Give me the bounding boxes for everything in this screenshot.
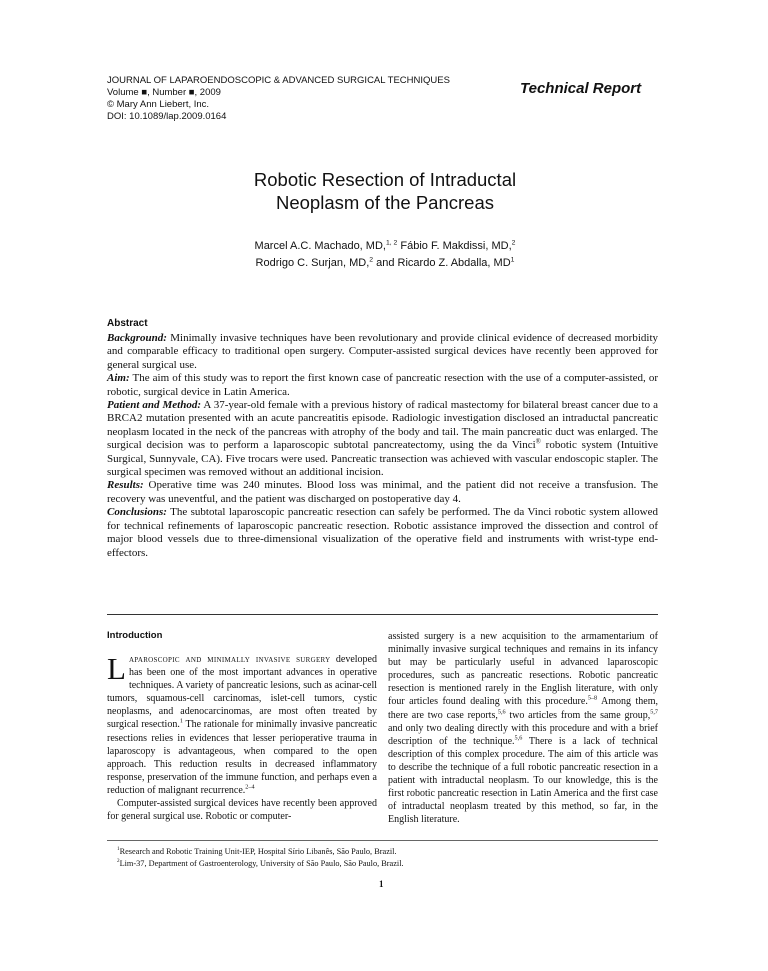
- footnote-2-number: 2: [117, 857, 120, 864]
- footnote-1: [117, 846, 404, 858]
- footnote-2-text: Lim-37, Department of Gastroenterology, University of São Paulo, São Paulo, Brazil.: [119, 858, 404, 868]
- author-1-affil: 1, 2: [385, 239, 398, 247]
- journal-name: JOURNAL OF LAPAROENDOSCOPIC & ADVANCED SURGICAL TECHNIQUES: [107, 75, 450, 86]
- footnotes: [117, 846, 404, 869]
- intro-p1-text-a: developed has been one of the most important advances in operative techniques. A variety of pancreatic lesions, such as acinar-cell tumors, squamous-cell carcinomas, islet-cell tumors, cystic neoplasms, and adenocarcinomas, are most often treated by surgical resection.: [107, 654, 377, 731]
- article-type-label: Technical Report: [520, 80, 642, 97]
- background-label: Background:: [107, 332, 167, 344]
- c2-text-b: Among them, there are two case reports,: [388, 696, 658, 721]
- author-4-affil: 1: [510, 256, 515, 264]
- author-line-2: [180, 255, 590, 272]
- intro-column-left: [107, 653, 377, 823]
- intro-paragraph-2: [107, 797, 377, 823]
- patient-text-b: robotic system (Intuitive Surgical, Sunnyvale, CA). Five trocars were used. Pancreatic transection was achieved with vascular endoscopic stapler. The surgical specimen was removed without an additional incision.: [107, 439, 658, 479]
- conclusions-text: The subtotal laparoscopic pancreatic resection can safely be performed. The da Vinci robotic system allowed for technical refinements of laparoscopic pancreatic resection. Robotic assistance improved the dissection and control of major blood vessels due to three-dimensional visualization of the operative field and instruments with wrist-type end-effectors.: [107, 506, 658, 559]
- title-line-2: Neoplasm of the Pancreas: [275, 192, 494, 213]
- citation-ref: 5,6: [514, 734, 523, 742]
- page-number: 1: [379, 879, 384, 889]
- drop-cap: L: [107, 651, 126, 686]
- results-label: Results:: [107, 479, 144, 492]
- smallcaps-lead: aparoscopic and minimally invasive surgery: [128, 654, 331, 665]
- footnote-1-number: 1: [117, 846, 120, 853]
- abstract-aim: [107, 372, 658, 399]
- author-3: Rodrigo C. Surjan, MD,: [255, 257, 370, 269]
- abstract-body: [107, 332, 658, 560]
- author-2: Fábio F. Makdissi, MD,: [400, 240, 512, 252]
- patient-label: Patient and Method:: [107, 399, 202, 412]
- aim-text: The aim of this study was to report the first known case of pancreatic resection with the use of a computer-assisted, or robotic, surgical device in Latin America.: [107, 372, 658, 398]
- intro-paragraph-1: [107, 653, 377, 797]
- citation-ref: 5–8: [587, 695, 598, 703]
- intro-column-right: [388, 630, 658, 826]
- journal-header: [107, 75, 450, 123]
- title-line-1: Robotic Resection of Intraductal: [253, 169, 517, 190]
- citation-ref: 2–4: [245, 783, 255, 791]
- doi-line: DOI: 10.1089/lap.2009.0164: [107, 111, 227, 122]
- footnote-1-text: Research and Robotic Training Unit-IEP, Hospital Sírio Libanês, São Paulo, Brazil.: [119, 847, 397, 856]
- results-text: Operative time was 240 minutes. Blood loss was minimal, and the patient did not receive a transfusion. The recovery was uneventful, and the patient was discharged on postoperative day 4.: [107, 479, 658, 505]
- footnote-2: [117, 858, 404, 870]
- author-2-affil: 2: [511, 239, 516, 247]
- abstract-conclusions: [107, 506, 658, 560]
- abstract-background: [107, 332, 658, 372]
- author-3-affil: 2: [369, 256, 374, 264]
- volume-line: Volume ■, Number ■, 2009: [107, 87, 221, 98]
- abstract-results: [107, 479, 658, 506]
- article-title: [180, 168, 590, 214]
- abstract-patient: [107, 399, 658, 479]
- footnote-divider: [107, 840, 658, 841]
- author-4: and Ricardo Z. Abdalla, MD: [376, 257, 511, 269]
- registered-mark: ®: [535, 438, 541, 446]
- section-divider: [107, 614, 658, 615]
- c2-text-c: two articles from the same group,: [509, 709, 651, 721]
- abstract-heading: Abstract: [107, 318, 148, 329]
- aim-label: Aim:: [107, 372, 130, 385]
- introduction-heading: Introduction: [107, 630, 163, 641]
- c2-text-a: assisted surgery is a new acquisition to the armamentarium of minimally invasive surgical techniques and remains in its infancy but may be particularly useful in advanced laparoscopic procedures, such as pancreatic resections. Robotic pancreatic resection is mentioned rarely in the English literature, with only four articles found dealing with this procedure.: [388, 631, 658, 708]
- copyright-line: © Mary Ann Liebert, Inc.: [107, 99, 210, 110]
- intro-p2-text: Computer-assisted surgical devices have recently been approved for general surgical use. Robotic or computer-: [107, 798, 377, 823]
- intro-p1-text-b: The rationale for minimally invasive pancreatic resections relies in evidences that lesser perioperative trauma in laparoscopy is advantageous, when compared to the open approach. This reduction results in decreased inflammatory response, preservation of the immune function, and perhaps even a reduction of malignant recurrence.: [107, 719, 377, 796]
- background-text: Minimally invasive techniques have been revolutionary and provide clinical evidence of decreased morbidity and comparable efficacy to traditional open surgery. Computer-assisted surgical devices have recently been approved for general surgical use.: [107, 332, 659, 371]
- author-1: Marcel A.C. Machado, MD,: [254, 240, 386, 252]
- citation-ref: 1: [179, 718, 183, 726]
- author-line-1: [180, 238, 590, 255]
- c2-text-e: There is a lack of technical description of this complex procedure. The aim of this article was to describe the technique of a full robotic pancreatic resection in a patient with intraductal neoplasm. To our knowledge, this is the first robotic pancreatic resection in Latin America and the first case of intraductal neoplasm treated by this method, so far, in the English literature.: [388, 735, 658, 826]
- citation-ref: 5,6: [497, 708, 506, 716]
- citation-ref: 5,7: [650, 708, 659, 716]
- conclusions-label: Conclusions:: [107, 506, 167, 519]
- patient-text-a: A 37-year-old female with a previous history of radical mastectomy for bilateral breast cancer due to a BRCA2 mutation presented with an acute pancreatitis episode. Radiologic investigation disclosed an intraductal pancreatic neoplasm located in the neck of the pancreas with atrophy of the body and tail. The main pancreatic duct was enlarged. The surgical decision was to perform a laparoscopic subtotal pancreatectomy, using the da Vinci: [107, 399, 658, 452]
- intro-paragraph-2-continued: [388, 630, 658, 826]
- author-list: [180, 238, 590, 272]
- c2-text-d: and only two dealing directly with this procedure and with a brief description of the technique.: [388, 722, 658, 747]
